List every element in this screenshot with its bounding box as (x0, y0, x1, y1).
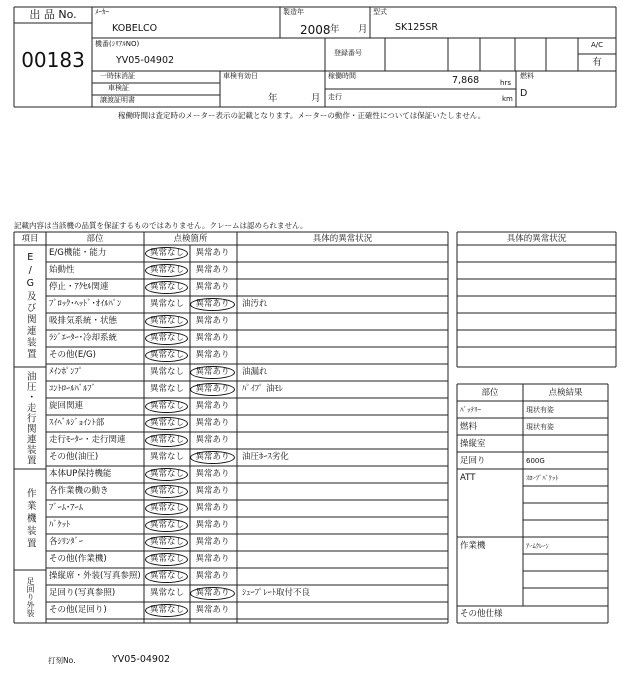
group-label-hydraulic: 油圧・走行関連装置 (24, 370, 36, 466)
header-part: 部位 (86, 233, 104, 244)
other-spec-label: その他仕様 (460, 609, 503, 620)
status-normal[interactable]: 異常なし (149, 503, 184, 514)
group-label-undercarriage: 足回り外装 (26, 576, 35, 617)
detail-text: 油圧ﾎｰｽ劣化 (242, 452, 289, 463)
part-label: 吸排気系統・状態 (49, 316, 118, 327)
quality-disclaimer: 記載内容は当該機の品質を保証するものではありません。クレームは認められません。 (14, 221, 308, 230)
transfer-cert-label: 譲渡証明書 (100, 96, 135, 104)
status-normal[interactable]: 異常なし (149, 554, 184, 565)
status-normal[interactable]: 異常なし (149, 401, 184, 412)
status-normal[interactable]: 異常なし (149, 282, 184, 293)
part-label: E/G機能・能力 (49, 248, 107, 259)
status-abnormal[interactable]: 異常あり (195, 265, 230, 276)
maker-value: KOBELCO (112, 23, 158, 34)
status-abnormal[interactable]: 異常あり (195, 537, 230, 548)
result-part-fuel: 燃料 (460, 421, 478, 432)
part-label: 操縦席・外装(写真参照) (49, 571, 141, 582)
ac-value: 有 (592, 57, 602, 68)
part-label: ﾌﾞｰﾑ･ｱｰﾑ (49, 503, 84, 514)
part-label: 停止・ｱｸｾﾙ関連 (49, 282, 109, 293)
right-detail-header: 具体的異常状況 (506, 233, 567, 244)
part-label: その他(足回り) (49, 605, 107, 616)
status-normal[interactable]: 異常なし (149, 384, 184, 395)
status-abnormal[interactable]: 異常あり (195, 571, 230, 582)
year-label: 製造年 (283, 8, 304, 16)
maker-label: ﾒｰｶｰ (95, 8, 109, 16)
part-label: ｽｲﾍﾞﾙｼﾞｮｲﾝﾄ部 (49, 418, 105, 429)
year-unit: 年 (330, 24, 340, 35)
group-label-work-equipment: 作業機装置 (24, 488, 36, 551)
result-header-part: 部位 (481, 387, 499, 398)
status-abnormal[interactable]: 異常あり (195, 401, 230, 412)
status-abnormal[interactable]: 異常あり (195, 486, 230, 497)
result-value-undercarriage: 600G (526, 456, 545, 465)
header-item: 項目 (21, 233, 39, 244)
status-normal[interactable]: 異常なし (149, 350, 184, 361)
registration-label: 登録番号 (334, 49, 362, 57)
status-normal[interactable]: 異常なし (149, 469, 184, 480)
part-label: 各作業機の動き (49, 486, 109, 497)
part-label: 本体UP保持機能 (49, 469, 112, 480)
status-normal[interactable]: 異常なし (149, 367, 184, 378)
stamp-value: YV05-04902 (112, 654, 171, 665)
status-abnormal[interactable]: 異常あり (195, 367, 230, 378)
model-label: 型式 (373, 8, 387, 16)
detail-text: 油漏れ (242, 367, 268, 378)
status-normal[interactable]: 異常なし (149, 248, 184, 259)
status-normal[interactable]: 異常なし (149, 435, 184, 446)
att-label: ATT (460, 472, 476, 483)
status-abnormal[interactable]: 異常あり (195, 418, 230, 429)
result-part-undercarriage: 足回り (460, 455, 486, 466)
part-label: その他(作業機) (49, 554, 107, 565)
status-abnormal[interactable]: 異常あり (195, 452, 230, 463)
stamp-label: 打刻No. (48, 656, 76, 665)
result-part-cab: 操縦室 (460, 438, 486, 449)
inspection-valid-label: 車検有効日 (223, 72, 258, 80)
km-unit: km (502, 95, 513, 103)
part-label: その他(油圧) (49, 452, 99, 463)
hours-disclaimer: 稼働時間は査定時のメーター表示の記載となります。メーターの動作・正確性については保証いたしません。 (118, 111, 486, 120)
status-abnormal[interactable]: 異常あり (195, 299, 230, 310)
valid-year-unit: 年 (268, 93, 278, 104)
hours-value: 7,868 (452, 75, 480, 86)
month-unit: 月 (358, 24, 368, 35)
status-abnormal[interactable]: 異常あり (195, 469, 230, 480)
result-header-result: 点検結果 (548, 387, 583, 398)
group-label-engine: E/G及び関連装置 (24, 252, 36, 360)
part-label: ﾗｼﾞｴｰﾀｰ･冷却系統 (49, 333, 118, 344)
part-label: ｺﾝﾄﾛｰﾙﾊﾞﾙﾌﾞ (49, 384, 96, 395)
lot-number: 00183 (21, 48, 85, 72)
serial-value: YV05-04902 (116, 55, 175, 66)
status-normal[interactable]: 異常なし (149, 452, 184, 463)
part-label: 足回り(写真参照) (49, 588, 116, 599)
status-normal[interactable]: 異常なし (149, 316, 184, 327)
detail-text: ﾊﾟｲﾌﾟ 油ﾓﾚ (242, 384, 283, 395)
year-value: 2008 (300, 23, 331, 37)
status-abnormal[interactable]: 異常あり (195, 554, 230, 565)
status-normal[interactable]: 異常なし (149, 571, 184, 582)
part-label: 旋回関連 (49, 401, 84, 412)
part-label: ﾊﾞｹｯﾄ (49, 520, 71, 531)
model-value: SK125SR (395, 22, 439, 33)
part-label: ﾌﾞﾛｯｸ･ﾍｯﾄﾞ･ｵｲﾙﾊﾟﾝ (49, 299, 122, 310)
fuel-label: 燃料 (520, 72, 534, 80)
lot-label: 出 品 No. (29, 8, 77, 21)
status-abnormal[interactable]: 異常あり (195, 316, 230, 327)
status-normal[interactable]: 異常なし (149, 265, 184, 276)
part-label: その他(E/G) (49, 350, 96, 361)
att-value-1: ｽﾛｰﾌﾟﾊﾞｹｯﾄ (526, 473, 559, 482)
part-label: ﾒｲﾝﾎﾟﾝﾌﾟ (49, 367, 84, 378)
status-abnormal[interactable]: 異常あり (195, 435, 230, 446)
status-abnormal[interactable]: 異常あり (195, 384, 230, 395)
part-label: 始動性 (49, 265, 75, 276)
status-normal[interactable]: 異常なし (149, 333, 184, 344)
detail-text: 油汚れ (242, 299, 268, 310)
status-abnormal[interactable]: 異常あり (195, 333, 230, 344)
status-normal[interactable]: 異常なし (149, 588, 184, 599)
status-normal[interactable]: 異常なし (149, 486, 184, 497)
fuel-value: D (520, 88, 528, 99)
valid-month-unit: 月 (311, 93, 321, 104)
status-abnormal[interactable]: 異常あり (195, 588, 230, 599)
status-normal[interactable]: 異常なし (149, 605, 184, 616)
part-label: 各ｼﾘﾝﾀﾞｰ (49, 537, 84, 548)
status-abnormal[interactable]: 異常あり (195, 248, 230, 259)
status-normal[interactable]: 異常なし (149, 299, 184, 310)
work-machine-label: 作業機 (460, 540, 486, 551)
part-label: 走行ﾓｰﾀｰ・走行関連 (49, 435, 126, 446)
status-abnormal[interactable]: 異常あり (195, 520, 230, 531)
status-normal[interactable]: 異常なし (149, 537, 184, 548)
ac-label: A/C (590, 41, 604, 49)
hours-unit: hrs (500, 79, 511, 87)
header-detail: 具体的異常状況 (312, 233, 373, 244)
serial-label: 機番(ｼﾘｱﾙNO) (95, 40, 140, 48)
status-normal[interactable]: 異常なし (149, 418, 184, 429)
status-abnormal[interactable]: 異常あり (195, 605, 230, 616)
km-label: 走行 (328, 93, 342, 101)
work-machine-value-1: ｱｰﾑｸﾚｰﾝ (526, 541, 549, 550)
inspection-cert-label: 車検証 (108, 84, 129, 92)
hours-label: 稼働時間 (328, 72, 356, 80)
temp-cancel-label: 一時抹消証 (100, 72, 135, 80)
status-abnormal[interactable]: 異常あり (195, 350, 230, 361)
status-normal[interactable]: 異常なし (149, 520, 184, 531)
status-abnormal[interactable]: 異常あり (195, 282, 230, 293)
result-value-battery: 現状有姿 (526, 405, 554, 414)
result-part-battery: ﾊﾞｯﾃﾘｰ (460, 405, 481, 414)
header-check: 点検箇所 (173, 233, 208, 244)
status-abnormal[interactable]: 異常あり (195, 503, 230, 514)
result-value-fuel: 現状有姿 (526, 422, 554, 431)
detail-text: ｼｭｰﾌﾟﾚｰﾄ取付不良 (242, 588, 311, 599)
